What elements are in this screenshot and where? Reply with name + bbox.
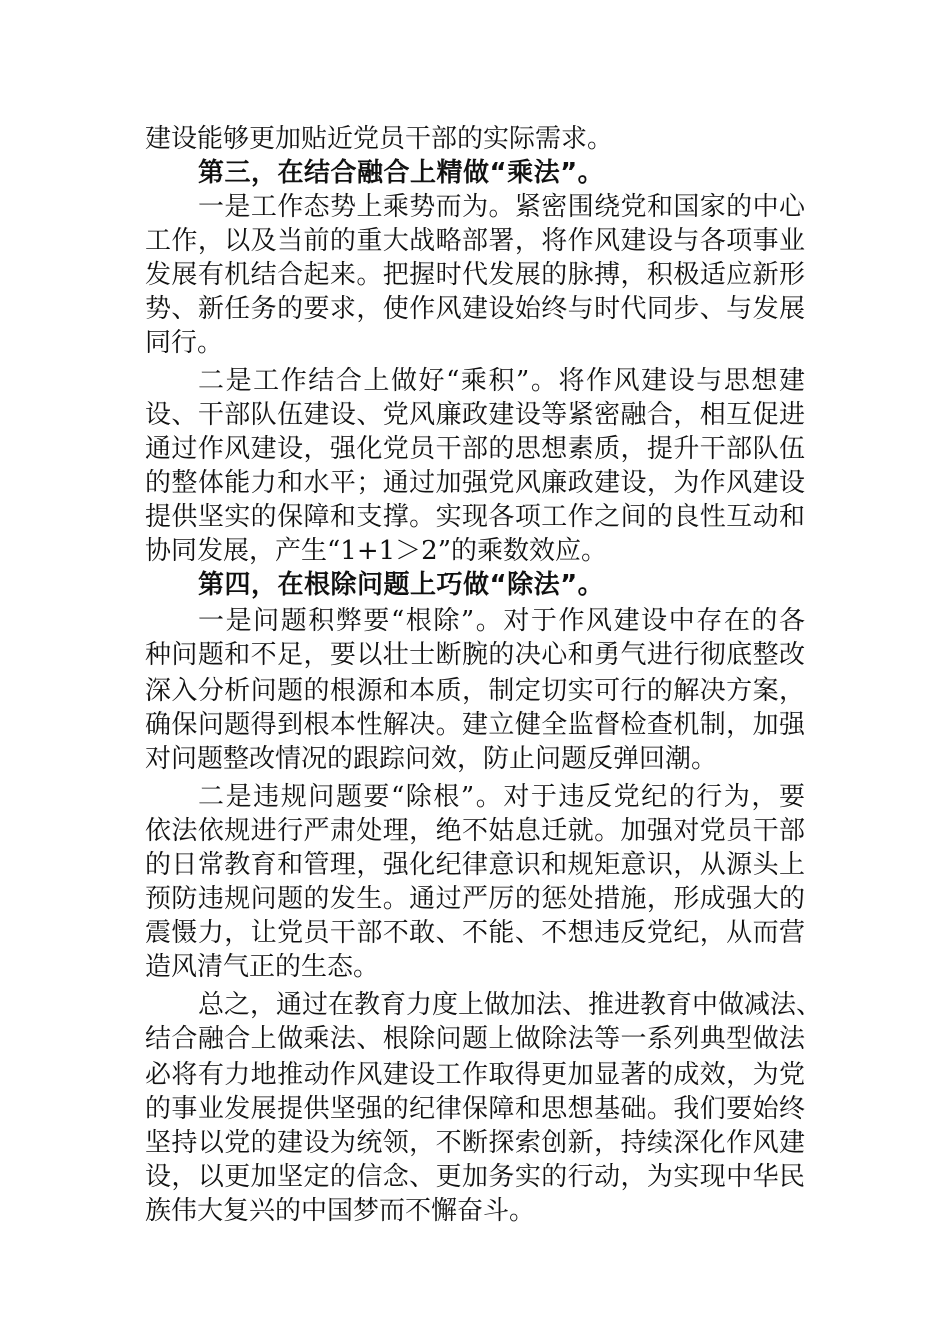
section-heading: 第四，在根除问题上巧做“除法”。 (198, 570, 605, 600)
text-line: 一是工作态势上乘势而为。紧密围绕党和国家的中心 (198, 192, 805, 222)
text-line: 深入分析问题的根源和本质，制定切实可行的解决方案， (145, 676, 805, 706)
text-line: 工作，以及当前的重大战略部署，将作风建设与各项事业 (145, 226, 805, 256)
text-line: 设、干部队伍建设、党风廉政建设等紧密融合，相互促进 (145, 400, 805, 430)
text-line: 必将有力地推动作风建设工作取得更加显著的成效，为党 (145, 1060, 805, 1090)
text-line: 发展有机结合起来。把握时代发展的脉搏，积极适应新形 (145, 260, 805, 290)
text-line: 坚持以党的建设为统领，不断探索创新，持续深化作风建 (145, 1128, 805, 1158)
text-line: 族伟大复兴的中国梦而不懈奋斗。 (145, 1196, 536, 1226)
text-line: 协同发展，产生“1+1＞2”的乘数效应。 (145, 536, 607, 566)
text-line: 二是违规问题要“除根”。对于违反党纪的行为，要 (198, 782, 805, 812)
text-line: 设，以更加坚定的信念、更加务实的行动，为实现中华民 (145, 1162, 805, 1192)
text-line: 造风清气正的生态。 (145, 952, 380, 982)
text-line: 对问题整改情况的跟踪问效，防止问题反弹回潮。 (145, 744, 718, 774)
text-line: 总之，通过在教育力度上做加法、推进教育中做减法、 (198, 990, 823, 1020)
text-line: 的日常教育和管理，强化纪律意识和规矩意识，从源头上 (145, 850, 805, 880)
text-line: 提供坚实的保障和支撑。实现各项工作之间的良性互动和 (145, 502, 805, 532)
text-line: 依法依规进行严肃处理，绝不姑息迁就。加强对党员干部 (145, 816, 805, 846)
text-line: 预防违规问题的发生。通过严厉的惩处措施，形成强大的 (145, 884, 805, 914)
text-line: 种问题和不足，要以壮士断腕的决心和勇气进行彻底整改 (145, 640, 805, 670)
text-line: 确保问题得到根本性解决。建立健全监督检查机制，加强 (145, 710, 805, 740)
text-line: 势、新任务的要求，使作风建设始终与时代同步、与发展 (145, 294, 805, 324)
text-line: 结合融合上做乘法、根除问题上做除法等一系列典型做法 (145, 1024, 805, 1054)
text-line: 同行。 (145, 328, 224, 358)
text-line: 二是工作结合上做好“乘积”。将作风建设与思想建 (198, 366, 805, 396)
text-line: 建设能够更加贴近党员干部的实际需求。 (145, 124, 614, 154)
section-heading: 第三，在结合融合上精做“乘法”。 (198, 158, 605, 188)
text-line: 通过作风建设，强化党员干部的思想素质，提升干部队伍 (145, 434, 805, 464)
text-line: 的事业发展提供坚强的纪律保障和思想基础。我们要始终 (145, 1094, 805, 1124)
text-line: 的整体能力和水平；通过加强党风廉政建设，为作风建设 (145, 468, 805, 498)
text-line: 一是问题积弊要“根除”。对于作风建设中存在的各 (198, 606, 805, 636)
text-line: 震慑力，让党员干部不敢、不能、不想违反党纪，从而营 (145, 918, 805, 948)
